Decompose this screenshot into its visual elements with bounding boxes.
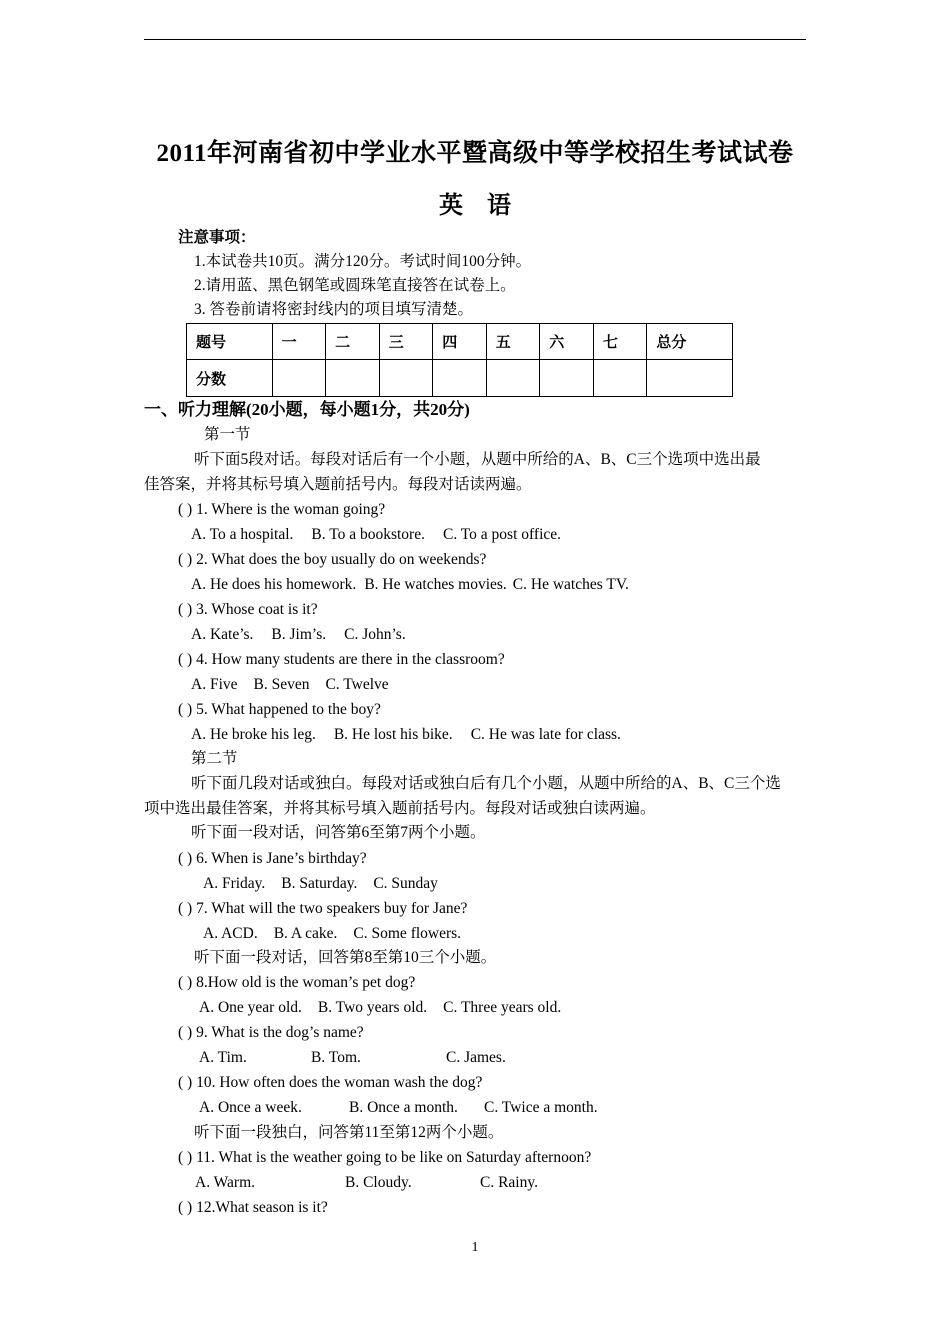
note-item: 3. 答卷前请将密封线内的项目填写清楚。 [194, 301, 474, 318]
option: A. Five [191, 676, 238, 693]
note-item: 1.本试卷共10页。满分120分。考试时间100分钟。 [194, 253, 532, 270]
score-input-cell[interactable] [326, 360, 380, 397]
score-input-cell[interactable] [379, 360, 433, 397]
option: C. James. [446, 1049, 506, 1066]
option: B. Seven [253, 676, 310, 693]
subject-title: 英 语 [439, 193, 511, 219]
answer-options [191, 725, 621, 745]
score-input-cell[interactable] [647, 360, 733, 397]
part-label: 第二节 [191, 750, 238, 767]
option: C. Rainy. [480, 1174, 538, 1191]
option: A. One year old. [199, 999, 302, 1016]
score-table-cell: 题号 [187, 324, 273, 360]
top-rule [144, 39, 806, 40]
answer-options [191, 525, 561, 545]
score-table-cell: 总分 [647, 324, 733, 360]
option: C. Twice a month. [484, 1099, 598, 1116]
option: A. He does his homework. [191, 576, 357, 593]
dialog-intro: 听下面一段对话，问答第6至第7两个小题。 [191, 824, 486, 841]
question: ( ) 2. What does the boy usually do on weekends? [178, 551, 487, 568]
note-item: 2.请用蓝、黑色钢笔或圆珠笔直接答在试卷上。 [194, 277, 516, 294]
question: ( ) 4. How many students are there in the classroom? [178, 651, 505, 668]
question: ( ) 3. Whose coat is it? [178, 601, 318, 618]
score-table-cell: 分数 [187, 360, 273, 397]
option: C. To a post office. [442, 526, 562, 543]
option: B. Jim’s. [271, 626, 327, 643]
option: B. He watches movies. [364, 576, 507, 593]
option: C. John’s. [344, 626, 406, 643]
option: A. Tim. [199, 1049, 247, 1066]
score-table-cell: 七 [593, 324, 647, 360]
question: ( ) 1. Where is the woman going? [178, 501, 386, 518]
answer-options [199, 998, 561, 1018]
option: A. Warm. [195, 1174, 256, 1191]
notes-heading: 注意事项： [178, 229, 256, 246]
option: A. To a hospital. [191, 526, 294, 543]
score-input-cell[interactable] [433, 360, 487, 397]
option: B. Saturday. [281, 875, 358, 892]
option: B. Once a month. [349, 1099, 458, 1116]
option: C. Twelve [325, 676, 389, 693]
answer-options [191, 625, 406, 645]
option: A. He broke his leg. [191, 726, 316, 743]
question: ( ) 9. What is the dog’s name? [178, 1024, 364, 1041]
score-input-cell[interactable] [593, 360, 647, 397]
score-table-cell: 一 [272, 324, 326, 360]
option: C. Three years old. [443, 999, 562, 1016]
answer-options [203, 874, 438, 894]
option: C. Sunday [373, 875, 438, 892]
option: A. Friday. [203, 875, 266, 892]
answer-options [191, 675, 389, 695]
instructions: 佳答案，并将其标号填入题前括号内。每段对话读两遍。 [144, 476, 532, 493]
question: ( ) 12.What season is it? [178, 1199, 328, 1216]
page-number: 1 [471, 1240, 479, 1255]
answer-options [191, 575, 629, 595]
option: A. Once a week. [199, 1099, 302, 1116]
option: A. Kate’s. [191, 626, 254, 643]
question: ( ) 6. When is Jane’s birthday? [178, 850, 367, 867]
option: A. ACD. [203, 925, 258, 942]
part-label: 第一节 [204, 426, 251, 443]
option: B. To a bookstore. [311, 526, 425, 543]
instructions: 听下面几段对话或独白。每段对话或独白后有几个小题，从题中所给的A、B、C三个选 [191, 775, 781, 792]
question: ( ) 8.How old is the woman’s pet dog? [178, 974, 416, 991]
question: ( ) 11. What is the weather going to be like on Saturday afternoon? [178, 1149, 592, 1166]
instructions: 听下面5段对话。每段对话后有一个小题，从题中所给的A、B、C三个选项中选出最 [194, 451, 761, 468]
option: B. He lost his bike. [333, 726, 453, 743]
score-input-cell[interactable] [540, 360, 594, 397]
option: B. Two years old. [317, 999, 428, 1016]
score-input-cell[interactable] [486, 360, 540, 397]
option: C. Some flowers. [353, 925, 462, 942]
option: B. A cake. [273, 925, 338, 942]
question: ( ) 7. What will the two speakers buy for Jane? [178, 900, 468, 917]
question: ( ) 10. How often does the woman wash the dog? [178, 1074, 483, 1091]
score-table-cell: 六 [540, 324, 594, 360]
score-table-cell: 四 [433, 324, 487, 360]
option: C. He watches TV. [512, 576, 629, 593]
score-table-cell: 三 [379, 324, 433, 360]
answer-options [203, 924, 461, 944]
section-heading: 一、听力理解(20小题，每小题1分，共20分) [144, 400, 470, 419]
question: ( ) 5. What happened to the boy? [178, 701, 381, 718]
score-input-cell[interactable] [272, 360, 326, 397]
option: C. He was late for class. [470, 726, 621, 743]
option: B. Tom. [311, 1049, 361, 1066]
exam-title: 2011年河南省初中学业水平暨高级中等学校招生考试试卷 [156, 140, 794, 167]
score-table [186, 323, 733, 397]
monologue-intro: 听下面一段独白，问答第11至第12两个小题。 [194, 1124, 504, 1141]
score-table-cell: 二 [326, 324, 380, 360]
score-table-score-row [187, 360, 733, 397]
score-table-header-row [187, 324, 733, 360]
option: B. Cloudy. [345, 1174, 412, 1191]
dialog-intro: 听下面一段对话，回答第8至第10三个小题。 [194, 949, 497, 966]
instructions: 项中选出最佳答案，并将其标号填入题前括号内。每段对话或独白读两遍。 [144, 800, 656, 817]
score-table-cell: 五 [486, 324, 540, 360]
